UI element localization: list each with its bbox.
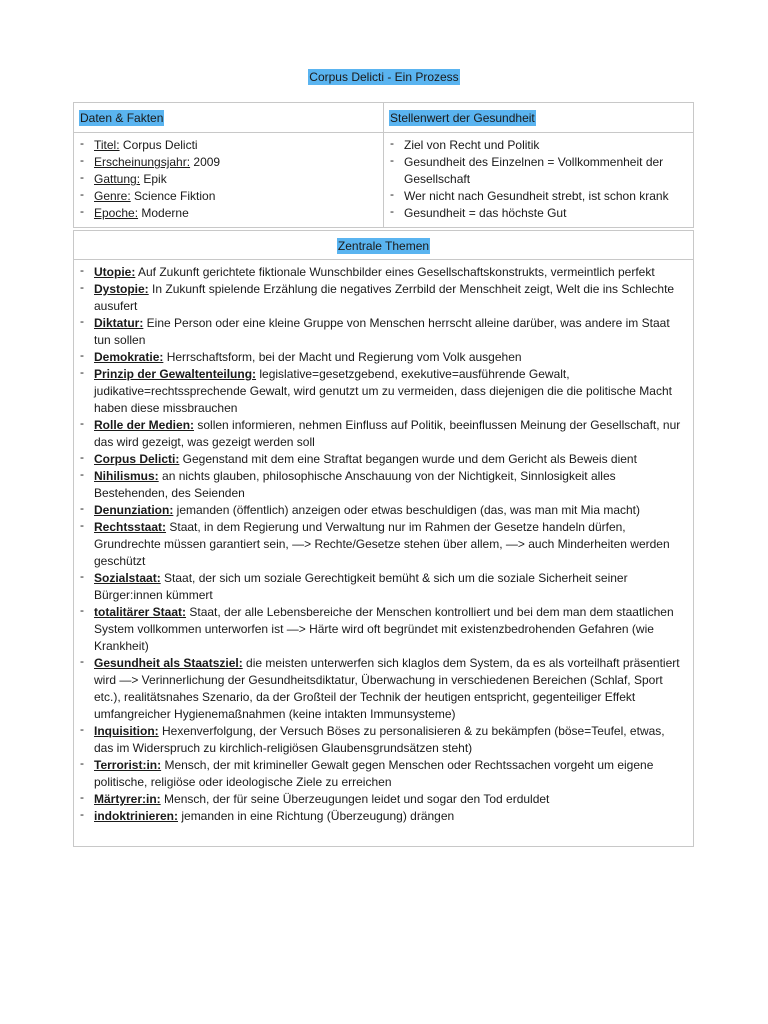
list-item: [80, 604, 687, 655]
theme-text: Mensch, der mit krimineller Gewalt gegen Menschen oder Rechtssachen vorgeht um eigene politische, religiöse oder ideologische Ziele zu erreichen: [94, 758, 654, 789]
theme-text: sollen informieren, nehmen Einfluss auf Politik, beeinflussen Meinung der Gesellschaft, nur das wird gezeigt, was gezeigt werden soll: [94, 418, 681, 449]
theme-text: In Zukunft spielende Erzählung die negatives Zerrbild der Menschheit zeigt, Welt die ins Schlechte ausufert: [94, 282, 675, 313]
theme-term: Terrorist:in:: [94, 758, 162, 772]
list-item: [80, 205, 383, 222]
list-item: [80, 468, 687, 502]
theme-text: an nichts glauben, philosophische Anschauung von der Nichtigkeit, Sinnlosigkeit alles Bestehenden, des Seienden: [94, 469, 616, 500]
fact-label: Epoche:: [94, 206, 139, 220]
theme-text: jemanden in eine Richtung (Überzeugung) drängen: [178, 809, 455, 823]
theme-text: Eine Person oder eine kleine Gruppe von Menschen herrscht alleine darüber, was andere im Staat tun sollen: [94, 316, 670, 347]
themes-list: [74, 260, 693, 825]
facts-header-cell: [74, 103, 384, 132]
theme-text: Staat, in dem Regierung und Verwaltung nur im Rahmen der Gesetze handeln dürfen, Grundrechte müssen garantiert sein, —> Rechte/Gesetze stehen über allem, —> auch Minderheiten werden geschützt: [94, 520, 670, 568]
list-item: [80, 570, 687, 604]
list-item: [80, 137, 383, 154]
health-list: [384, 133, 693, 222]
list-item: [80, 349, 687, 366]
fact-label: Gattung:: [94, 172, 141, 186]
theme-term: Märtyrer:in:: [94, 792, 161, 806]
theme-term: totalitärer Staat:: [94, 605, 187, 619]
theme-text: Herrschaftsform, bei der Macht und Regierung vom Volk ausgehen: [163, 350, 522, 364]
facts-table-body-row: [74, 133, 693, 227]
list-item: [80, 264, 687, 281]
theme-term: Gesundheit als Staatsziel:: [94, 656, 243, 670]
health-header: Stellenwert der Gesundheit: [390, 111, 535, 125]
facts-list: [74, 133, 383, 222]
theme-term: Nihilismus:: [94, 469, 159, 483]
theme-text: jemanden (öffentlich) anzeigen oder etwas beschuldigen (das, was man mit Mia macht): [173, 503, 641, 517]
list-item: [80, 154, 383, 171]
list-item: - Ziel von Recht und Politik: [390, 137, 693, 154]
theme-term: indoktrinieren:: [94, 809, 179, 823]
list-item: [80, 808, 687, 825]
list-item: [80, 757, 687, 791]
list-item: [80, 791, 687, 808]
theme-text: Hexenverfolgung, der Versuch Böses zu personalisieren & zu bekämpfen (böse=Teufel, etwas, das im Widerspruch zu kirchlich-religiösen Glaubensgrundsätzen steht): [94, 724, 665, 755]
list-item: - Gesundheit = das höchste Gut: [390, 205, 693, 222]
fact-label: Titel:: [94, 138, 120, 152]
facts-table-header-row: [74, 103, 693, 133]
fact-label: Genre:: [94, 189, 131, 203]
fact-value: Moderne: [138, 206, 189, 220]
facts-cell: [74, 133, 384, 227]
fact-label: Erscheinungsjahr:: [94, 155, 191, 169]
list-item: [80, 171, 383, 188]
list-item: - Gesundheit des Einzelnen = Vollkommenheit der Gesellschaft: [390, 154, 693, 188]
theme-text: Staat, der sich um soziale Gerechtigkeit bemüht & sich um die soziale Sicherheit seiner Bürger:innen kümmert: [94, 571, 628, 602]
fact-value: Epik: [140, 172, 167, 186]
theme-text: Gegenstand mit dem eine Straftat begangen wurde und dem Gericht als Beweis dient: [179, 452, 637, 466]
theme-text: legislative=gesetzgebend, exekutive=ausführende Gewalt, judikative=rechtssprechende Gewalt, wird genutzt um zu vermeiden, dass diejenigen die die politische Macht haben diese missbrauchen: [94, 367, 672, 415]
theme-term: Rechtsstaat:: [94, 520, 167, 534]
list-item: [80, 655, 687, 723]
theme-term: Corpus Delicti:: [94, 452, 180, 466]
theme-term: Rolle der Medien:: [94, 418, 195, 432]
themes-header-row: [74, 231, 693, 260]
list-item: [80, 519, 687, 570]
health-cell: [384, 133, 693, 227]
theme-text: Mensch, der für seine Überzeugungen leidet und sogar den Tod erduldet: [160, 792, 550, 806]
theme-term: Diktatur:: [94, 316, 144, 330]
page-title: Corpus Delicti - Ein Prozess: [309, 70, 459, 84]
fact-value: Science Fiktion: [130, 189, 216, 203]
list-item: [80, 315, 687, 349]
theme-text: Auf Zukunft gerichtete fiktionale Wunschbilder eines Gesellschaftskonstrukts, vermeintlich perfekt: [135, 265, 655, 279]
theme-term: Inquisition:: [94, 724, 159, 738]
theme-text: die meisten unterwerfen sich klaglos dem System, da es als vorteilhaft präsentiert wird —> Verinnerlichung der Gesundheitsdiktatur, Überwachung in verschiedenen Bereichen (Schlaf, Sport etc.), realitätsnahes Szenario, da der Großteil der Technik der heutigen entspricht, gegenteiliger Effekt umfangreicher Hygienemaßnahmen (keine intakten Immunsysteme): [94, 656, 680, 721]
fact-value: Corpus Delicti: [119, 138, 198, 152]
list-item: [80, 188, 383, 205]
theme-term: Prinzip der Gewaltenteilung:: [94, 367, 257, 381]
facts-header: Daten & Fakten: [80, 111, 164, 125]
themes-table: [73, 230, 694, 847]
list-item: [80, 723, 687, 757]
theme-term: Utopie:: [94, 265, 136, 279]
theme-text: Staat, der alle Lebensbereiche der Menschen kontrolliert und bei dem man dem staatlichen System vollkommen unterworfen ist —> Härte wird oft begründet mit existenzbedrohenden Gefahren (wie Krankheit): [94, 605, 674, 653]
facts-table: [73, 102, 694, 228]
theme-term: Demokratie:: [94, 350, 164, 364]
list-item: [80, 451, 687, 468]
list-item: - Wer nicht nach Gesundheit strebt, ist schon krank: [390, 188, 693, 205]
fact-value: 2009: [190, 155, 221, 169]
list-item: [80, 502, 687, 519]
list-item: [80, 366, 687, 417]
theme-term: Sozialstaat:: [94, 571, 161, 585]
themes-header: Zentrale Themen: [337, 239, 430, 253]
health-header-cell: [384, 103, 693, 132]
title-block: [0, 68, 768, 86]
list-item: [80, 281, 687, 315]
list-item: [80, 417, 687, 451]
theme-term: Dystopie:: [94, 282, 149, 296]
theme-term: Denunziation:: [94, 503, 174, 517]
